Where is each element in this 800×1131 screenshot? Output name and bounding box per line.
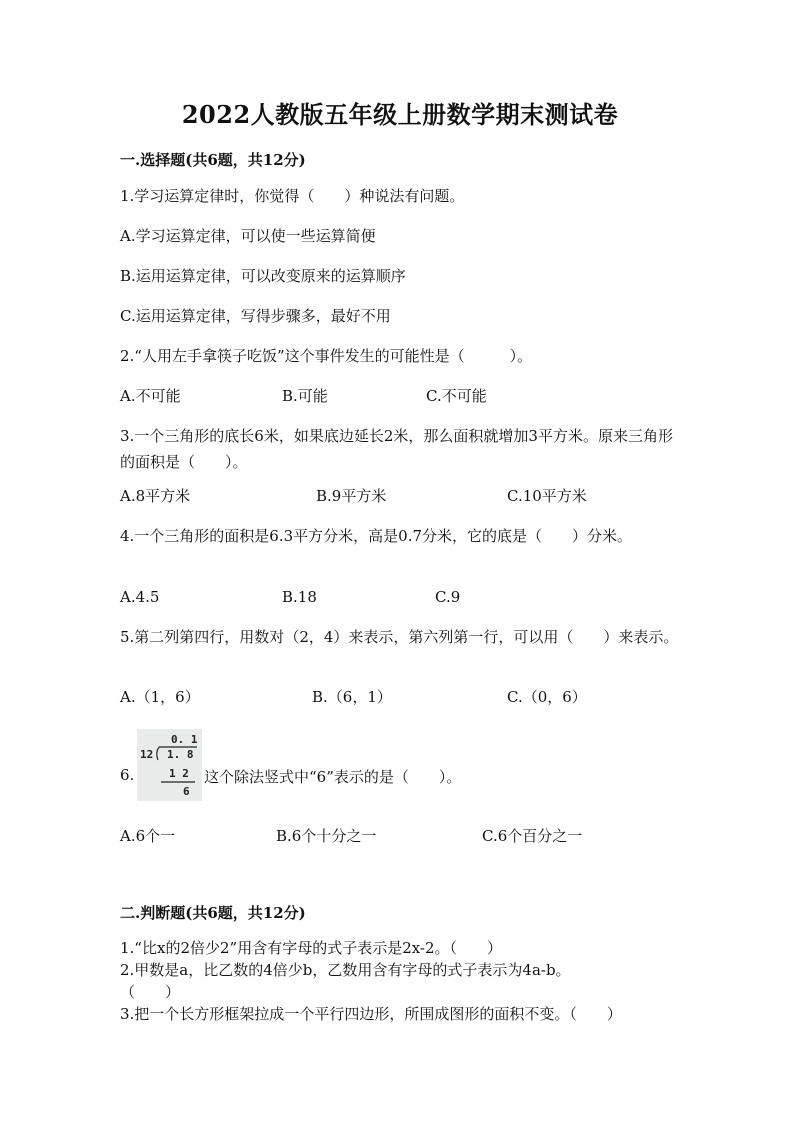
question-6-stem: 这个除法竖式中“6”表示的是（ ）。 (204, 768, 462, 786)
question-4-stem: 4.一个三角形的面积是6.3平方分米，高是0.7分米，它的底是（ ）分米。 (120, 527, 633, 545)
division-remainder: 6 (183, 785, 190, 798)
question-1-stem: 1.学习运算定律时，你觉得（ ）种说法有问题。 (120, 187, 465, 205)
question-3-option-a: A.8平方米 (120, 487, 191, 505)
question-4-option-b: B.18 (282, 588, 317, 606)
question-5-option-b: B.（6，1） (312, 688, 392, 706)
question-2-option-a: A.不可能 (120, 387, 181, 405)
question-5-option-a: A.（1，6） (120, 688, 200, 706)
question-4-option-a: A.4.5 (120, 588, 160, 606)
question-1-option-c: C.运用运算定律，写得步骤多，最好不用 (120, 307, 391, 325)
question-2-option-c: C.不可能 (426, 387, 487, 405)
page-title: 2022人教版五年级上册数学期末测试卷 (181, 100, 619, 129)
question-4-option-c: C.9 (435, 588, 461, 606)
question-1-option-a: A.学习运算定律，可以使一些运算简便 (120, 227, 376, 245)
question-6-number: 6. (120, 766, 135, 784)
judgement-2-bracket: （ ） (120, 983, 181, 1001)
question-1-option-b: B.运用运算定律，可以改变原来的运算顺序 (120, 267, 406, 285)
question-6-option-b: B.6个十分之一 (276, 827, 377, 845)
question-5-stem: 5.第二列第四行，用数对（2，4）来表示，第六列第一行，可以用（ ）来表示。 (120, 628, 679, 646)
judgement-1: 1.“比x的2倍少2”用含有字母的式子表示是2x-2。（ ） (120, 939, 503, 957)
judgement-2: 2.甲数是a，比乙数的4倍少b，乙数用含有字母的式子表示为4a-b。 (120, 961, 571, 979)
division-dividend: 1. 8 (167, 748, 194, 761)
question-2-stem: 2.“人用左手拿筷子吃饭”这个事件发生的可能性是（ ）。 (120, 347, 533, 365)
section-heading-judgement: 二.判断题(共6题，共12分) (120, 904, 306, 922)
question-3-stem: 3.一个三角形的底长6米，如果底边延长2米，那么面积就增加3平方米。原来三角形的面积是（ ）。 (120, 427, 673, 471)
question-6-option-c: C.6个百分之一 (482, 827, 583, 845)
question-2-option-b: B.可能 (282, 387, 328, 405)
division-divisor: 12 (140, 748, 154, 761)
question-3-option-c: C.10平方米 (507, 487, 587, 505)
question-3-option-b: B.9平方米 (316, 487, 387, 505)
long-division-figure (137, 729, 202, 801)
judgement-3: 3.把一个长方形框架拉成一个平行四边形，所围成图形的面积不变。（ ） (120, 1005, 622, 1023)
section-heading-choice: 一.选择题(共6题，共12分) (120, 151, 306, 169)
question-5-option-c: C.（0，6） (507, 688, 587, 706)
division-quotient: 0. 1 (171, 733, 198, 746)
question-6-option-a: A.6个一 (120, 827, 176, 845)
division-product: 1 2 (169, 767, 189, 780)
